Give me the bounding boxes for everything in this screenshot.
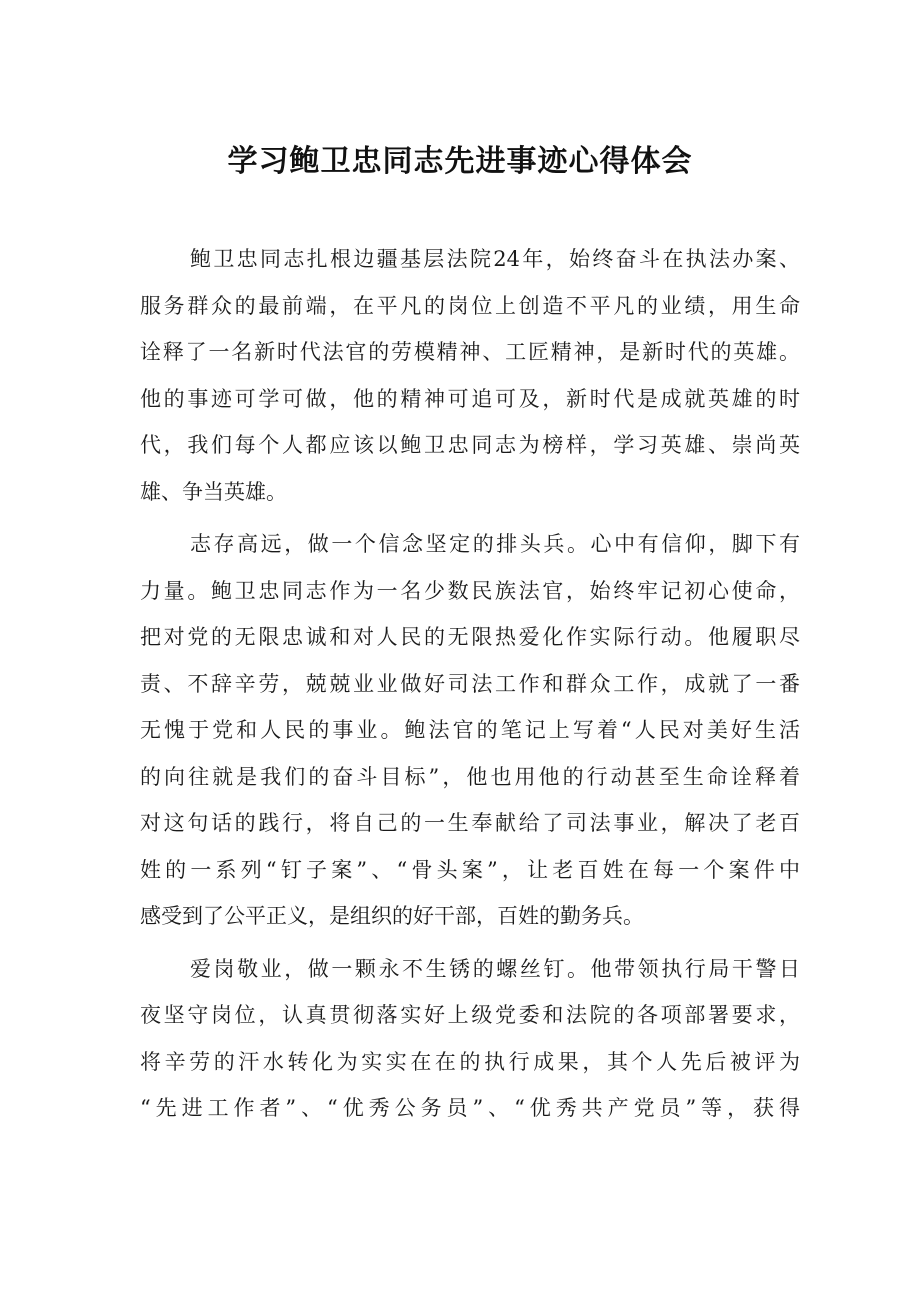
paragraph-1 xyxy=(140,236,800,515)
document-title: 学习鲍卫忠同志先进事迹心得体会 xyxy=(227,144,693,179)
text-line: 责、不辞辛劳，兢兢业业做好司法工作和群众工作，成就了一番 xyxy=(140,671,800,696)
text-line: 鲍卫忠同志扎根边疆基层法院24年，始终奋斗在执法办案、 xyxy=(190,247,800,271)
text-line: 对这句话的践行，将自己的一生奉献给了司法事业，解决了老百 xyxy=(140,811,800,835)
text-line: “先进工作者”、“优秀公务员”、“优秀共产党员”等，获得 xyxy=(140,1096,800,1120)
text-line: 将辛劳的汗水转化为实实在在的执行成果，其个人先后被评为 xyxy=(140,1049,800,1074)
text-line: 无愧于党和人民的事业。鲍法官的笔记上写着“人民对美好生活 xyxy=(140,718,800,742)
text-line: 代，我们每个人都应该以鲍卫忠同志为榜样，学习英雄、崇尚英 xyxy=(140,433,800,457)
paragraph-3 xyxy=(140,946,800,1132)
text-line: 志存高远，做一个信念坚定的排头兵。心中有信仰，脚下有 xyxy=(190,532,800,556)
text-line: 夜坚守岗位，认真贯彻落实好上级党委和法院的各项部署要求， xyxy=(140,1003,800,1027)
text-line: 姓的一系列“钉子案”、“骨头案”，让老百姓在每一个案件中 xyxy=(140,857,800,882)
text-line: 的向往就是我们的奋斗目标”，他也用他的行动甚至生命诠释着 xyxy=(140,764,800,789)
text-line: 诠释了一名新时代法官的劳模精神、工匠精神，是新时代的英雄。 xyxy=(140,340,800,364)
text-line: 爱岗敬业，做一颗永不生锈的螺丝钉。他带领执行局干警日 xyxy=(190,956,800,981)
paragraph-2 xyxy=(140,521,800,940)
text-line: 他的事迹可学可做，他的精神可追可及，新时代是成就英雄的时 xyxy=(140,386,800,411)
text-line: 力量。鲍卫忠同志作为一名少数民族法官，始终牢记初心使命， xyxy=(140,578,800,603)
text-line: 把对党的无限忠诚和对人民的无限热爱化作实际行动。他履职尽 xyxy=(140,625,800,649)
text-line: 感受到了公平正义，是组织的好干部，百姓的勤务兵。 xyxy=(140,904,644,928)
document-body xyxy=(140,236,800,1138)
text-line: 雄、争当英雄。 xyxy=(140,479,287,504)
text-line: 服务群众的最前端，在平凡的岗位上创造不平凡的业绩，用生命 xyxy=(140,293,800,318)
